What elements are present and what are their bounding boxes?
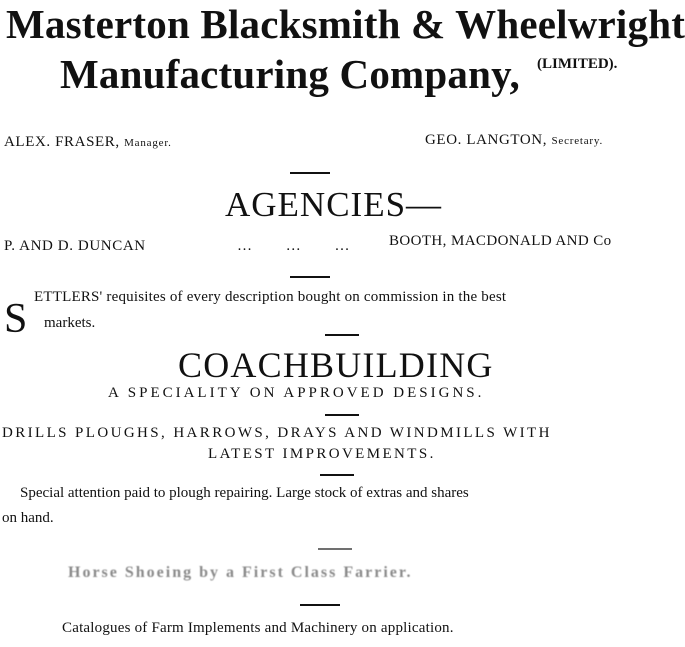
agency-duncan: P. AND D. DUNCAN xyxy=(4,238,146,254)
divider xyxy=(290,172,330,174)
limited-label: (LIMITED). xyxy=(537,56,618,72)
coachbuilding-subheading: A SPECIALITY ON APPROVED DESIGNS. xyxy=(108,385,485,401)
divider xyxy=(325,334,359,336)
secretary-name: GEO. LANGTON, xyxy=(425,132,548,148)
divider xyxy=(290,276,330,278)
repairs-text-line2: on hand. xyxy=(2,510,54,526)
drop-cap: S xyxy=(4,296,28,342)
divider xyxy=(318,548,352,550)
settlers-text-line1: ETTLERS' requisites of every description bought on commission in the best xyxy=(34,289,507,305)
company-title-line2: Manufacturing Company, xyxy=(60,51,521,97)
products-line1: DRILLS PLOUGHS, HARROWS, DRAYS AND WINDMILLS WITH xyxy=(2,425,552,441)
coachbuilding-heading: COACHBUILDING xyxy=(178,345,494,385)
secretary-credit xyxy=(425,132,603,149)
manager-role: Manager. xyxy=(124,137,172,149)
repairs-text-line1: Special attention paid to plough repairing. Large stock of extras and shares xyxy=(20,485,469,501)
horseshoeing-line: Horse Shoeing by a First Class Farrier. xyxy=(68,564,413,581)
products-line2: LATEST IMPROVEMENTS. xyxy=(208,446,436,462)
manager-name: ALEX. FRASER, xyxy=(4,134,120,150)
agency-booth-macdonald: BOOTH, MACDONALD AND Co xyxy=(389,233,612,249)
divider xyxy=(320,474,354,476)
leader-dots: … … … xyxy=(237,238,365,254)
company-title-line1: Masterton Blacksmith & Wheelwright xyxy=(6,1,685,47)
settlers-text-line2: markets. xyxy=(44,315,96,331)
catalogues-line: Catalogues of Farm Implements and Machinery on application. xyxy=(62,620,454,636)
manager-credit xyxy=(4,134,172,151)
secretary-role: Secretary. xyxy=(551,135,604,147)
divider xyxy=(325,414,359,416)
divider xyxy=(300,604,340,606)
agencies-heading: AGENCIES— xyxy=(225,185,443,224)
